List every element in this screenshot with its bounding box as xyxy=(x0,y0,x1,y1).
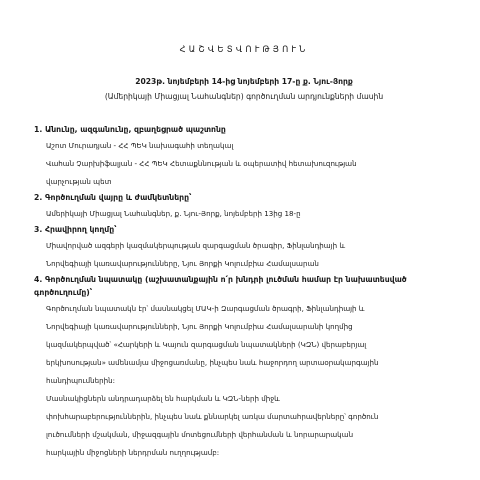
section-2-line: Ամերիկայի Միացյալ Նահանգներ, ք. Նյու-Յորք, նոյեմբերի 13ից 18-ը xyxy=(46,209,301,218)
section-1-heading: 1. Անունը, ազգանունը, զբաղեցրած պաշտոնը xyxy=(34,125,226,134)
section-4-heading: գործուղումը)՝ xyxy=(34,288,93,297)
section-4-paragraph-line: Նորվեգիայի կառավարությունների, Նյու Յորքի Կոլումբիա Համալսարանի կողմից xyxy=(46,322,353,331)
section-4-paragraph-line: հարկային միջոցների ներդրման ուղղությամբ: xyxy=(46,448,220,457)
section-4-paragraph-line: Մասնակիցներն անդրադարձել են հարկման և ԿԶՆ-ների միջև xyxy=(46,394,280,403)
section-4-paragraph-line: հանդիպումներին: xyxy=(46,376,115,385)
section-3-heading: 3. Հրավիրող կողմը՝ xyxy=(34,225,117,234)
section-1-line: վարչության պետ xyxy=(46,177,112,186)
section-3-line: Միավորված ազգերի կազմակերպության զարգացման ծրագիր, Ֆինլանդիայի և xyxy=(46,241,346,250)
section-3-line: Նորվեգիայի կառավարությունները, Նյու Յորքի Կոլումբիա Համալսարան xyxy=(46,259,319,268)
document-subtitle-dates: 2023թ. նոյեմբերի 14-ից նոյեմբերի 17-ը ք. Նյու-Յորք xyxy=(135,77,353,86)
section-4-paragraph-line: լուծումների մշակման, միջազգային մոտեցումների վերհանման և նորարարական xyxy=(46,430,354,439)
section-2-heading: 2. Գործուղման վայրը և ժամկետները՝ xyxy=(34,193,192,202)
section-1-line: Աշոտ Մուրադյան - ՀՀ ՊԵԿ նախագահի տեղակալ xyxy=(46,141,234,150)
section-4-paragraph-line: փոխհարաբերություններին, ինչպես նաև քննարկել առկա մարտահրավերները՝ գործուն xyxy=(46,412,379,421)
section-4-paragraph-line: երկխոսության» ամենամյա միջոցառմանը, ինչպես նաև հաջորդող արտաօրակարգային xyxy=(46,358,379,367)
document-subtitle-topic: (Ամերիկայի Միացյալ Նահանգներ) գործուղման արդյունքների մասին xyxy=(104,92,384,101)
section-1-line: Վահան Չարխիֆալյան - ՀՀ ՊԵԿ Հետաքննության և օպերատիվ հետախուզության xyxy=(46,159,357,168)
section-4-heading: 4. Գործուղման նպատակը (աշխատանքային ո՛ր խնդրի լուծման համար էր նախատեսված xyxy=(34,275,407,284)
section-4-paragraph-line: Գործուղման նպատակն էր՝ մասնակցել ՄԱԿ-ի Զարգացման ծրագրի, Ֆինլանդիայի և xyxy=(46,304,365,313)
section-4-paragraph-line: կազմակերպված՝ «Հարկերի և Կայուն զարգացման նպատակների (ԿԶՆ) վերաբերյալ xyxy=(46,340,367,349)
document-title: ՀԱՇՎԵՏՎՈՒԹՅՈՒՆ xyxy=(179,44,309,54)
